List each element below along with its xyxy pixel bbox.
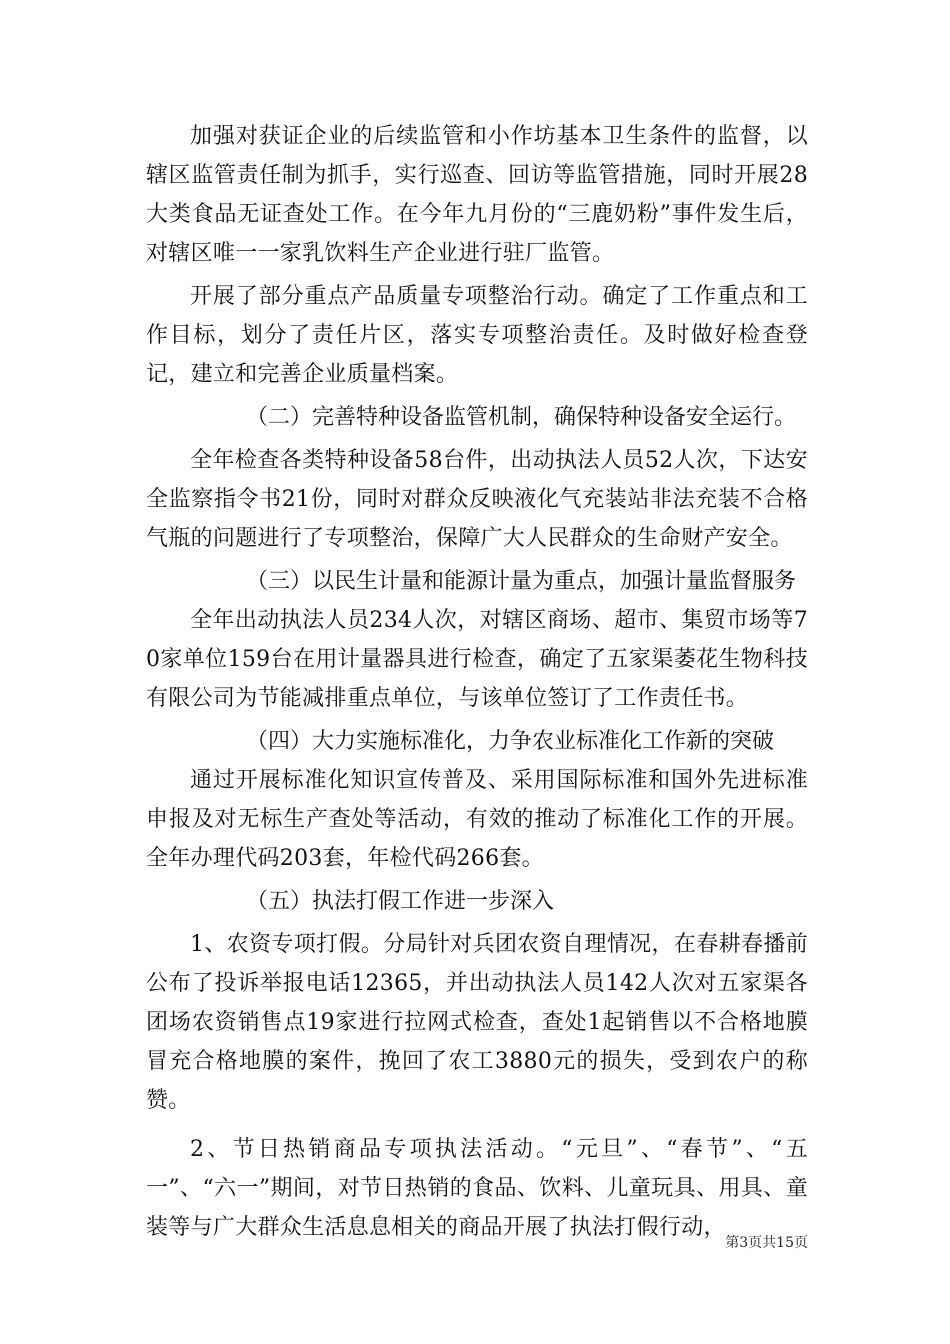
section-heading-4: （四）大力实施标准化，力争农业标准化工作新的突破 (246, 729, 775, 754)
section-heading-2: （二）完善特种设备监管机制，确保特种设备安全运行。 (246, 405, 797, 430)
paragraph-food-supervision: 加强对获证企业的后续监管和小作坊基本卫生条件的监督，以辖区监管责任制为抓手，实行巡查、回访等监管措施，同时开展28大类食品无证查处工作。在今年九月份的“三鹿奶粉”事件发生后，对辖区唯一一家乳饮料生产企业进行驻厂监管。 (146, 124, 808, 266)
section-heading-3: （三）以民生计量和能源计量为重点，加强计量监督服务 (246, 569, 797, 594)
paragraph-quality-rectification: 开展了部分重点产品质量专项整治行动。确定了工作重点和工作目标，划分了责任片区，落实专项整治责任。及时做好检查登记，建立和完善企业质量档案。 (146, 284, 808, 387)
page-number: 第3页共15页 (725, 1235, 808, 1251)
paragraph-agri-inputs: 1、农资专项打假。分局针对兵团农资自理情况，在春耕春播前公布了投诉举报电话12365，并出动执法人员142人次对五家渠各团场农资销售点19家进行拉网式检查，查处1起销售以不合格地膜冒充合格地膜的案件，挽回了农工3880元的损失，受到农户的称赞。 (146, 932, 808, 1113)
document-body (146, 117, 808, 1247)
paragraph-metrology: 全年出动执法人员234人次，对辖区商场、超市、集贸市场等70家单位159台在用计量器具进行检查，确定了五家渠萎花生物科技有限公司为节能减排重点单位，与该单位签订了工作责任书。 (146, 608, 808, 711)
section-heading-5: （五）执法打假工作进一步深入 (246, 889, 555, 914)
paragraph-holiday-goods: 2、节日热销商品专项执法活动。“元旦”、“春节”、“五一”、“六一”期间，对节日热销的食品、饮料、儿童玩具、用具、童装等与广大群众生活息息相关的商品开展了执法打假行动， (146, 1137, 808, 1240)
paragraph-special-equipment: 全年检查各类特种设备58台件，出动执法人员52人次，下达安全监察指令书21份，同时对群众反映液化气充装站非法充装不合格气瓶的问题进行了专项整治，保障广大人民群众的生命财产安全。 (146, 448, 808, 551)
paragraph-standardization: 通过开展标准化知识宣传普及、采用国际标准和国外先进标准申报及对无标生产查处等活动，有效的推动了标准化工作的开展。全年办理代码203套，年检代码266套。 (146, 768, 808, 871)
